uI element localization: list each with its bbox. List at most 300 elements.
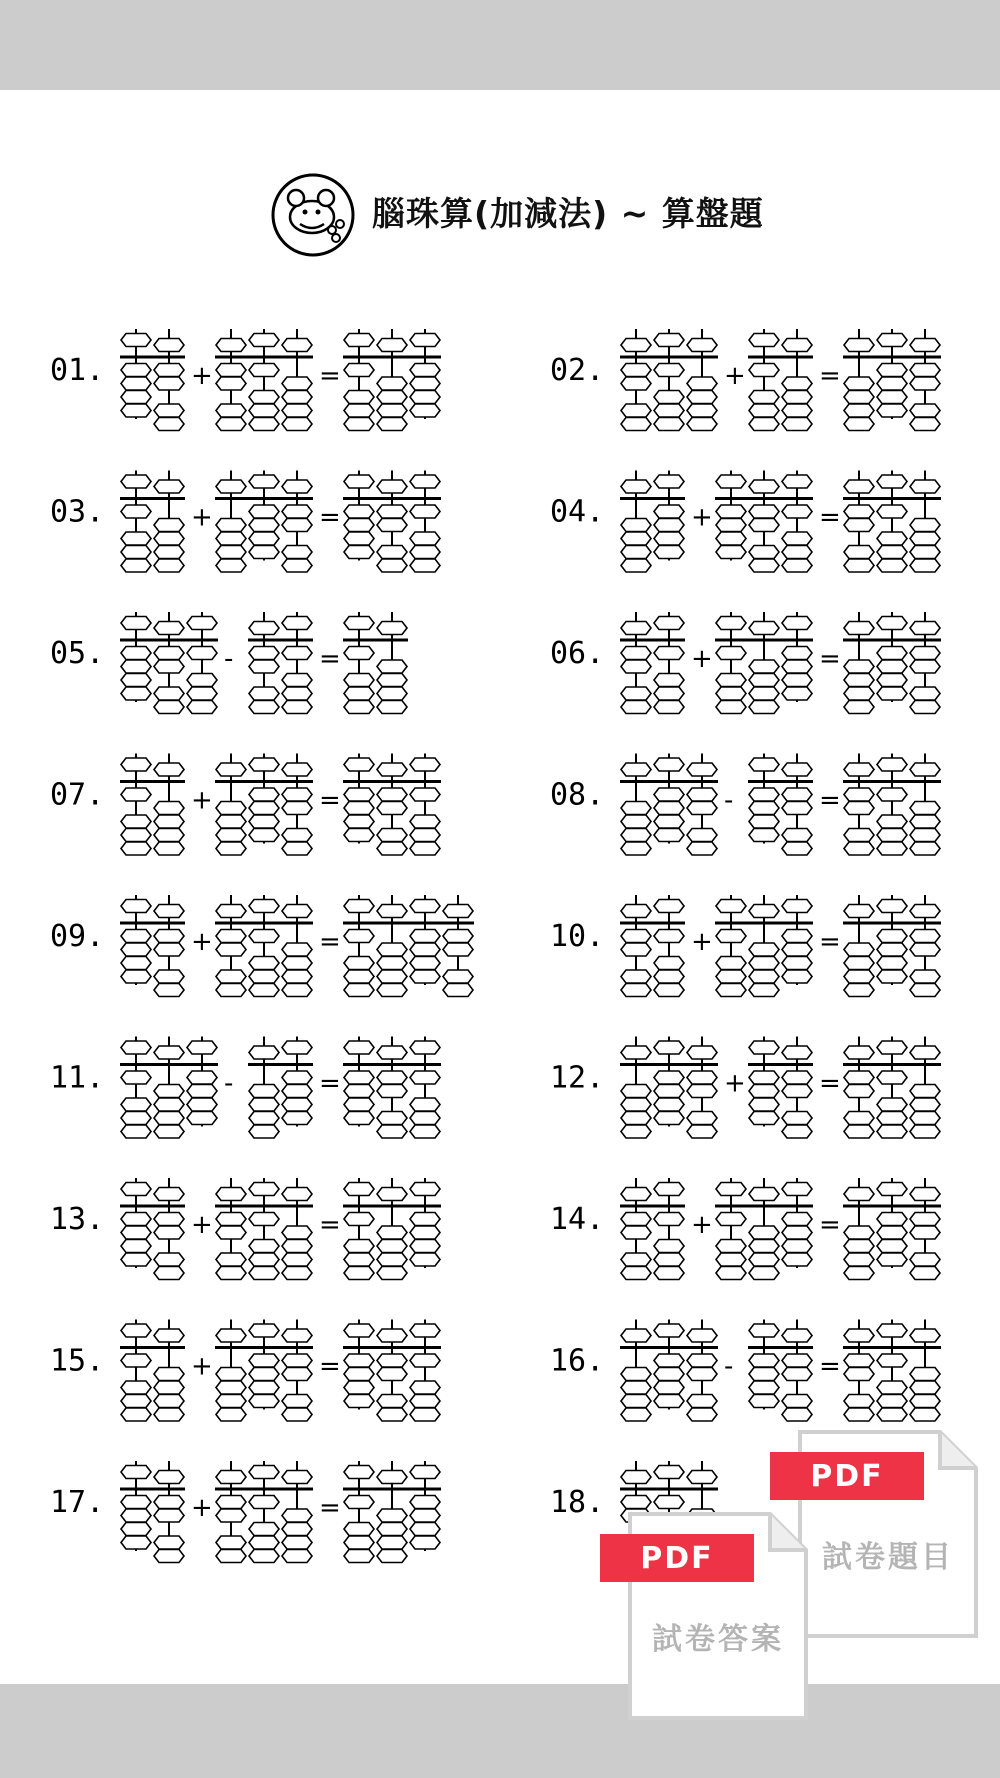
abacus-bead xyxy=(154,1329,184,1342)
abacus-bead xyxy=(249,1267,279,1280)
abacus-bead xyxy=(687,763,717,776)
abacus-bead xyxy=(844,1112,874,1125)
abacus-bead xyxy=(121,1112,151,1125)
abacus-bead xyxy=(716,1240,746,1253)
abacus-bead xyxy=(782,339,812,352)
abacus-bead xyxy=(910,815,940,828)
abacus-bead xyxy=(844,1253,874,1266)
abacus-bead xyxy=(249,1536,279,1549)
abacus-bead xyxy=(154,1046,184,1059)
abacus-bead xyxy=(154,1536,184,1549)
abacus-bead xyxy=(216,829,246,842)
abacus-bead xyxy=(716,900,746,913)
abacus-bead xyxy=(621,1046,651,1059)
abacus-bead xyxy=(877,687,907,700)
abacus-bead xyxy=(344,829,374,842)
abacus-bead xyxy=(910,1253,940,1266)
answer-pdf-label: 試卷答案 xyxy=(652,1622,784,1657)
abacus-bead xyxy=(282,1226,312,1239)
abacus-bead xyxy=(654,1041,684,1054)
abacus-bead xyxy=(749,1071,779,1084)
abacus-bead xyxy=(216,559,246,572)
abacus-bead xyxy=(344,505,374,518)
abacus-bead xyxy=(377,1550,407,1563)
abacus-bead xyxy=(410,505,440,518)
exam-pdf-label: 試卷題目 xyxy=(822,1540,954,1575)
abacus-bead xyxy=(344,546,374,559)
abacus-bead xyxy=(216,905,246,918)
abacus-bead xyxy=(121,377,151,390)
abacus-bead xyxy=(377,1368,407,1381)
abacus-bead xyxy=(216,1267,246,1280)
abacus-bead xyxy=(782,377,812,390)
abacus-bead xyxy=(344,404,374,417)
abacus-bead xyxy=(910,842,940,855)
abacus-bead xyxy=(844,788,874,801)
abacus-bead xyxy=(377,984,407,997)
abacus-bead xyxy=(910,532,940,545)
abacus-problem xyxy=(550,1320,941,1422)
abacus-bead xyxy=(749,480,779,493)
abacus-bead xyxy=(121,391,151,404)
abacus-bead xyxy=(249,1183,279,1196)
abacus-bead xyxy=(749,970,779,983)
abacus-bead xyxy=(154,1253,184,1266)
abacus-bead xyxy=(844,1408,874,1421)
abacus-bead xyxy=(782,1226,812,1239)
abacus-bead xyxy=(216,1395,246,1408)
abacus-problem xyxy=(50,1461,441,1563)
abacus-bead xyxy=(121,788,151,801)
abacus-bead xyxy=(410,1395,440,1408)
abacus-problem xyxy=(550,754,941,856)
abacus-bead xyxy=(877,1324,907,1337)
abacus-bead xyxy=(344,930,374,943)
abacus-problem xyxy=(50,612,408,714)
abacus-bead xyxy=(844,404,874,417)
abacus-bead xyxy=(410,532,440,545)
abacus-bead xyxy=(216,842,246,855)
abacus-bead xyxy=(654,1395,684,1408)
abacus-bead xyxy=(377,1240,407,1253)
abacus-bead xyxy=(377,687,407,700)
abacus-bead xyxy=(410,1523,440,1536)
abacus-bead xyxy=(877,364,907,377)
abacus-bead xyxy=(749,701,779,714)
problem-number: 12. xyxy=(550,1060,605,1096)
abacus-bead xyxy=(282,546,312,559)
abacus-bead xyxy=(654,1354,684,1367)
abacus-bead xyxy=(121,687,151,700)
abacus-bead xyxy=(716,984,746,997)
abacus-bead xyxy=(749,364,779,377)
abacus-bead xyxy=(844,519,874,532)
abacus-bead xyxy=(621,1188,651,1201)
abacus-bead xyxy=(154,660,184,673)
abacus-bead xyxy=(621,418,651,431)
abacus-bead xyxy=(910,930,940,943)
abacus-bead xyxy=(910,1381,940,1394)
abacus-bead xyxy=(687,1046,717,1059)
abacus-bead xyxy=(621,1329,651,1342)
abacus-bead xyxy=(377,1253,407,1266)
abacus-bead xyxy=(877,532,907,545)
abacus-bead xyxy=(844,984,874,997)
abacus-bead xyxy=(782,788,812,801)
abacus-bead xyxy=(687,1125,717,1138)
abacus-bead xyxy=(844,1046,874,1059)
abacus-bead xyxy=(154,418,184,431)
operator-sign: - xyxy=(224,1068,234,1099)
abacus-bead xyxy=(121,842,151,855)
abacus-bead xyxy=(877,758,907,771)
abacus-bead xyxy=(443,905,473,918)
abacus-bead xyxy=(782,1240,812,1253)
abacus-bead xyxy=(282,1071,312,1084)
abacus-bead xyxy=(282,957,312,970)
abacus-bead xyxy=(410,842,440,855)
abacus-bead xyxy=(154,842,184,855)
abacus-bead xyxy=(621,647,651,660)
operator-sign: - xyxy=(224,644,234,674)
equals-sign: = xyxy=(319,644,341,674)
abacus-bead xyxy=(844,970,874,983)
abacus-bead xyxy=(844,480,874,493)
abacus-bead xyxy=(844,339,874,352)
abacus-problem xyxy=(550,329,941,431)
equals-sign: = xyxy=(319,361,341,391)
abacus-bead xyxy=(877,1240,907,1253)
abacus-bead xyxy=(716,1253,746,1266)
abacus-bead xyxy=(282,1536,312,1549)
abacus-bead xyxy=(782,418,812,431)
abacus-bead xyxy=(910,1395,940,1408)
abacus-bead xyxy=(121,1395,151,1408)
problem-number: 16. xyxy=(550,1343,605,1379)
abacus-bead xyxy=(216,1536,246,1549)
abacus-bead xyxy=(121,617,151,630)
abacus-problem xyxy=(550,1037,941,1139)
abacus-bead xyxy=(782,687,812,700)
abacus-bead xyxy=(910,1267,940,1280)
abacus-bead xyxy=(749,905,779,918)
abacus-bead xyxy=(154,1125,184,1138)
abacus-bead xyxy=(844,674,874,687)
abacus-bead xyxy=(154,480,184,493)
abacus-bead xyxy=(282,1267,312,1280)
abacus-bead xyxy=(249,1046,279,1059)
abacus-bead xyxy=(877,957,907,970)
abacus-bead xyxy=(377,1046,407,1059)
abacus-bead xyxy=(782,1085,812,1098)
abacus-bead xyxy=(877,900,907,913)
abacus-bead xyxy=(716,957,746,970)
abacus-bead xyxy=(410,1354,440,1367)
equals-sign: = xyxy=(819,1068,841,1099)
abacus-bead xyxy=(154,1408,184,1421)
abacus-bead xyxy=(121,1226,151,1239)
abacus-bead xyxy=(716,1267,746,1280)
abacus-bead xyxy=(344,1112,374,1125)
abacus-bead xyxy=(154,1550,184,1563)
abacus-bead xyxy=(877,1183,907,1196)
abacus-bead xyxy=(216,1188,246,1201)
abacus-bead xyxy=(782,674,812,687)
abacus-bead xyxy=(282,943,312,956)
abacus-bead xyxy=(749,802,779,815)
abacus-bead xyxy=(687,802,717,815)
abacus-bead xyxy=(249,1354,279,1367)
abacus-bead xyxy=(621,1381,651,1394)
abacus-bead xyxy=(377,1329,407,1342)
operator-sign: + xyxy=(191,1493,213,1523)
abacus-bead xyxy=(249,1112,279,1125)
abacus-bead xyxy=(910,943,940,956)
abacus-bead xyxy=(377,1354,407,1367)
problem-number: 10. xyxy=(550,919,605,954)
abacus-bead xyxy=(910,1046,940,1059)
abacus-bead xyxy=(782,1046,812,1059)
abacus-bead xyxy=(654,1098,684,1111)
abacus-problem xyxy=(550,1178,941,1280)
abacus-bead xyxy=(687,1368,717,1381)
abacus-bead xyxy=(410,1098,440,1111)
abacus-bead xyxy=(844,842,874,855)
abacus-bead xyxy=(844,1354,874,1367)
abacus-bead xyxy=(249,475,279,488)
abacus-bead xyxy=(410,1226,440,1239)
abacus-bead xyxy=(782,930,812,943)
abacus-bead xyxy=(910,339,940,352)
abacus-bead xyxy=(654,674,684,687)
abacus-bead xyxy=(910,660,940,673)
abacus-bead xyxy=(216,480,246,493)
abacus-bead xyxy=(282,377,312,390)
abacus-bead xyxy=(749,1324,779,1337)
abacus-bead xyxy=(377,1267,407,1280)
abacus-bead xyxy=(377,622,407,635)
abacus-bead xyxy=(282,1354,312,1367)
abacus-bead xyxy=(187,687,217,700)
abacus-bead xyxy=(782,1125,812,1138)
abacus-bead xyxy=(377,559,407,572)
abacus-bead xyxy=(910,364,940,377)
abacus-bead xyxy=(782,900,812,913)
abacus-bead xyxy=(377,674,407,687)
abacus-bead xyxy=(282,404,312,417)
abacus-bead xyxy=(344,1466,374,1479)
abacus-bead xyxy=(621,943,651,956)
abacus-bead xyxy=(249,1395,279,1408)
abacus-bead xyxy=(249,622,279,635)
abacus-bead xyxy=(121,559,151,572)
abacus-bead xyxy=(621,970,651,983)
abacus-bead xyxy=(249,1085,279,1098)
abacus-bead xyxy=(687,1071,717,1084)
abacus-bead xyxy=(216,984,246,997)
operator-sign: + xyxy=(691,927,713,957)
abacus-bead xyxy=(282,1112,312,1125)
abacus-bead xyxy=(410,1536,440,1549)
abacus-bead xyxy=(344,984,374,997)
abacus-bead xyxy=(249,957,279,970)
abacus-bead xyxy=(249,1466,279,1479)
abacus-bead xyxy=(154,815,184,828)
abacus-bead xyxy=(121,1381,151,1394)
operator-sign: + xyxy=(191,502,213,533)
abacus-bead xyxy=(749,687,779,700)
abacus-bead xyxy=(621,1213,651,1226)
abacus-bead xyxy=(410,1253,440,1266)
abacus-bead xyxy=(910,1085,940,1098)
abacus-bead xyxy=(443,984,473,997)
abacus-bead xyxy=(121,1253,151,1266)
abacus-bead xyxy=(216,815,246,828)
abacus-bead xyxy=(877,559,907,572)
abacus-bead xyxy=(654,1496,684,1509)
abacus-bead xyxy=(344,647,374,660)
abacus-bead xyxy=(654,647,684,660)
abacus-bead xyxy=(654,1381,684,1394)
abacus-bead xyxy=(282,1408,312,1421)
abacus-bead xyxy=(749,943,779,956)
abacus-bead xyxy=(282,339,312,352)
abacus-bead xyxy=(782,505,812,518)
equals-sign: = xyxy=(319,1351,341,1382)
operator-sign: + xyxy=(191,1210,213,1240)
abacus-bead xyxy=(249,334,279,347)
abacus-bead xyxy=(216,1226,246,1239)
problem-number: 02. xyxy=(550,353,605,388)
abacus-bead xyxy=(121,829,151,842)
abacus-bead xyxy=(154,763,184,776)
abacus-bead xyxy=(844,905,874,918)
abacus-bead xyxy=(216,1550,246,1563)
problem-number: 01. xyxy=(50,353,105,388)
abacus-bead xyxy=(377,1085,407,1098)
operator-sign: - xyxy=(724,785,734,816)
abacus-bead xyxy=(377,391,407,404)
abacus-bead xyxy=(344,957,374,970)
abacus-bead xyxy=(121,1071,151,1084)
abacus-bead xyxy=(621,1125,651,1138)
abacus-bead xyxy=(187,647,217,660)
abacus-bead xyxy=(621,802,651,815)
abacus-bead xyxy=(282,559,312,572)
abacus-bead xyxy=(877,788,907,801)
abacus-bead xyxy=(344,674,374,687)
abacus-bead xyxy=(621,905,651,918)
abacus-bead xyxy=(716,674,746,687)
abacus-bead xyxy=(282,1329,312,1342)
abacus-bead xyxy=(216,364,246,377)
problem-number: 03. xyxy=(50,494,105,530)
exam-pdf-download[interactable] xyxy=(796,1428,980,1640)
abacus-bead xyxy=(249,1523,279,1536)
abacus-bead xyxy=(410,970,440,983)
abacus-bead xyxy=(621,1085,651,1098)
abacus-bead xyxy=(654,970,684,983)
abacus-bead xyxy=(216,930,246,943)
abacus-bead xyxy=(910,1188,940,1201)
abacus-bead xyxy=(621,480,651,493)
abacus-bead xyxy=(716,617,746,630)
abacus-bead xyxy=(154,1188,184,1201)
abacus-problem xyxy=(50,754,441,856)
abacus-bead xyxy=(844,802,874,815)
answer-pdf-download[interactable] xyxy=(626,1510,810,1722)
abacus-bead xyxy=(282,1523,312,1536)
abacus-bead xyxy=(844,1125,874,1138)
abacus-bead xyxy=(249,829,279,842)
abacus-bead xyxy=(121,930,151,943)
abacus-bead xyxy=(216,532,246,545)
abacus-bead xyxy=(410,943,440,956)
problem-number: 14. xyxy=(550,1202,605,1237)
abacus-bead xyxy=(377,905,407,918)
abacus-bead xyxy=(654,1466,684,1479)
abacus-bead xyxy=(654,1324,684,1337)
abacus-bead xyxy=(844,505,874,518)
abacus-bead xyxy=(749,815,779,828)
abacus-bead xyxy=(877,1381,907,1394)
abacus-bead xyxy=(782,475,812,488)
abacus-bead xyxy=(282,687,312,700)
abacus-bead xyxy=(249,418,279,431)
abacus-problem xyxy=(550,895,941,997)
abacus-bead xyxy=(877,1125,907,1138)
abacus-bead xyxy=(216,943,246,956)
abacus-bead xyxy=(216,763,246,776)
abacus-bead xyxy=(749,1085,779,1098)
abacus-bead xyxy=(216,1408,246,1421)
abacus-bead xyxy=(121,647,151,660)
abacus-bead xyxy=(410,1408,440,1421)
abacus-bead xyxy=(716,1183,746,1196)
abacus-bead xyxy=(844,1267,874,1280)
abacus-bead xyxy=(782,391,812,404)
abacus-bead xyxy=(344,1071,374,1084)
abacus-bead xyxy=(749,1253,779,1266)
abacus-bead xyxy=(716,930,746,943)
abacus-bead xyxy=(877,1354,907,1367)
abacus-bead xyxy=(154,364,184,377)
problem-number: 11. xyxy=(50,1060,105,1096)
abacus-bead xyxy=(282,418,312,431)
abacus-bead xyxy=(910,1112,940,1125)
abacus-bead xyxy=(877,1041,907,1054)
operator-sign: + xyxy=(724,1068,746,1099)
abacus-bead xyxy=(621,701,651,714)
abacus-bead xyxy=(782,1071,812,1084)
abacus-bead xyxy=(344,687,374,700)
abacus-bead xyxy=(654,930,684,943)
abacus-bead xyxy=(654,802,684,815)
abacus-bead xyxy=(844,391,874,404)
abacus-bead xyxy=(654,519,684,532)
operator-sign: + xyxy=(191,361,213,391)
abacus-bead xyxy=(910,546,940,559)
equals-sign: = xyxy=(819,785,841,816)
abacus-bead xyxy=(782,404,812,417)
abacus-bead xyxy=(410,815,440,828)
abacus-bead xyxy=(687,1085,717,1098)
abacus-bead xyxy=(282,647,312,660)
abacus-bead xyxy=(121,815,151,828)
abacus-bead xyxy=(687,1408,717,1421)
abacus-bead xyxy=(377,1188,407,1201)
abacus-bead xyxy=(621,842,651,855)
